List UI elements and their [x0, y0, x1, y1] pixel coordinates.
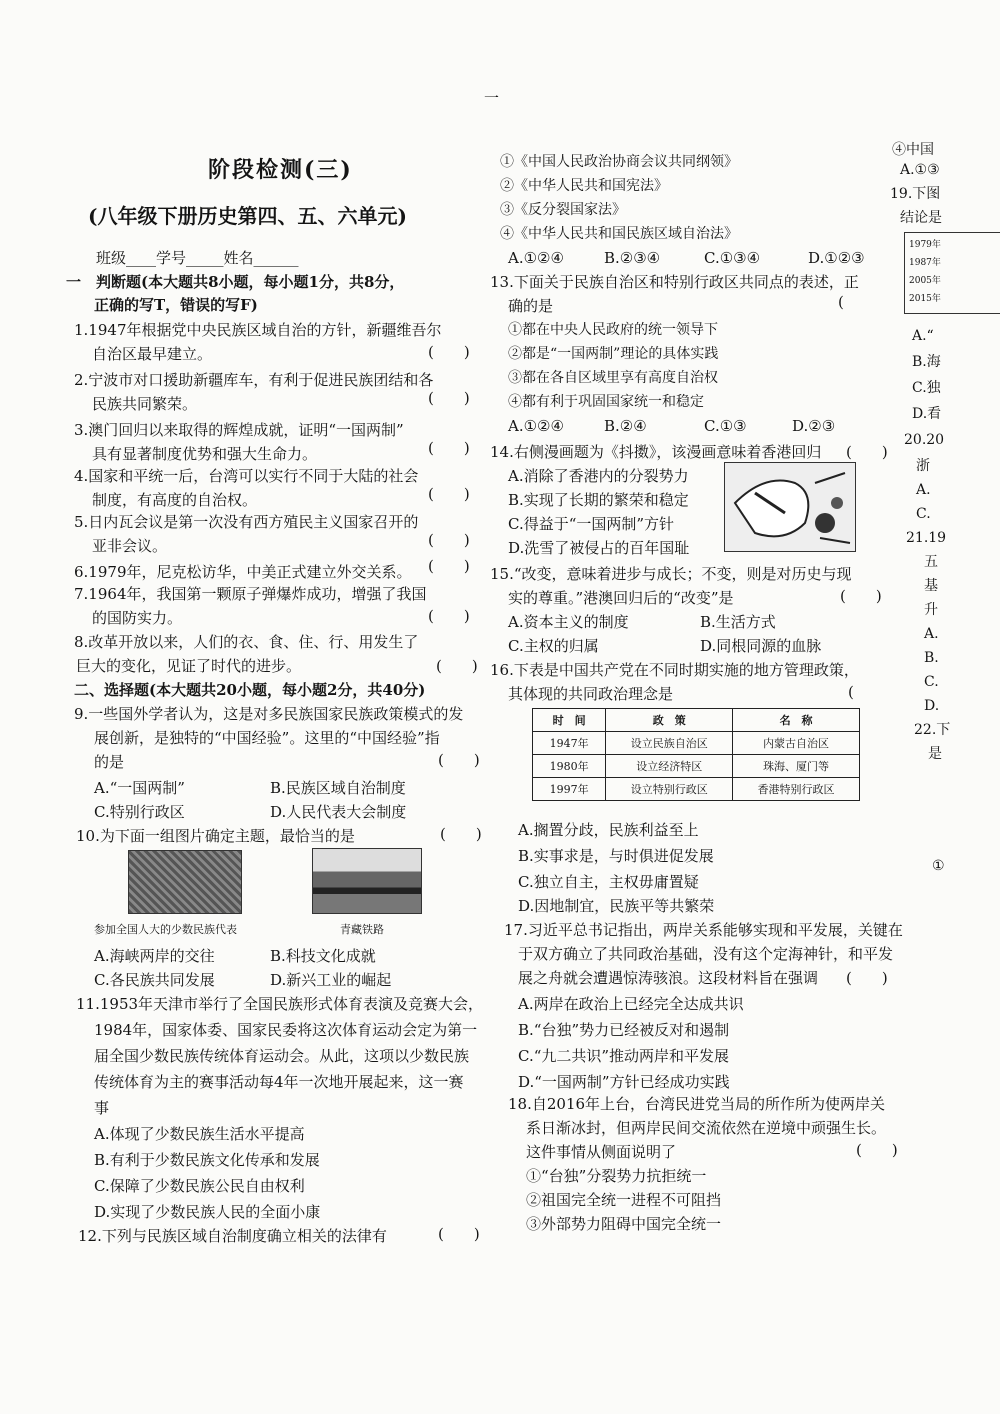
cutoff-text: C. — [916, 506, 931, 522]
cutoff-text: A.“ — [912, 328, 934, 344]
q12-option-c[interactable]: C.①③④ — [704, 249, 761, 267]
cutoff-text: A. — [924, 626, 939, 642]
q13-item-4: ④都有利于巩固国家统一和稳定 — [508, 394, 704, 410]
answer-blank-q17[interactable]: ( ) — [846, 969, 888, 987]
question-3-line-1: 3.澳门回归以来取得的辉煌成就，证明“一国两制” — [74, 421, 404, 439]
answer-blank-q9[interactable]: ( ) — [438, 751, 480, 769]
question-1-line-2: 自治区最早建立。 — [92, 345, 213, 363]
question-17-line-1: 17.习近平总书记指出，两岸关系能够实现和平发展，关键在 — [504, 921, 903, 939]
question-7-line-1: 7.1964年，我国第一颗原子弹爆炸成功，增强了我国 — [74, 585, 427, 603]
table-cell: 设立民族自治区 — [606, 732, 733, 755]
q10-option-a[interactable]: A.海峡两岸的交往 — [94, 947, 215, 965]
table-cell: 设立经济特区 — [606, 755, 733, 778]
question-16-line-1: 16.下表是中国共产党在不同时期实施的地方管理政策， — [490, 661, 859, 679]
q16-option-c[interactable]: C.独立自主，主权毋庸置疑 — [518, 873, 699, 891]
question-8-line-2: 巨大的变化，见证了时代的进步。 — [76, 657, 302, 675]
table-header-policy: 政 策 — [606, 709, 733, 732]
table-row — [533, 732, 860, 755]
table-cell: 内蒙古自治区 — [733, 732, 860, 755]
q13-item-1: ①都在中央人民政府的统一领导下 — [508, 322, 718, 338]
q12-option-d[interactable]: D.①②③ — [808, 249, 865, 267]
answer-blank-q15[interactable]: ( ) — [840, 587, 882, 605]
cutoff-text: ① — [932, 858, 945, 874]
ethnic-deputies-photo — [128, 850, 242, 914]
q11-option-b[interactable]: B.有利于少数民族文化传承和发展 — [94, 1151, 320, 1169]
question-16-line-2: 其体现的共同政治理念是 — [508, 685, 674, 703]
cutoff-text: A. — [916, 482, 931, 498]
question-4-line-2: 制度，有高度的自治权。 — [92, 491, 258, 509]
question-2-line-1: 2.宁波市对口援助新疆库车，有利于促进民族团结和各 — [74, 371, 434, 389]
photo-caption-2: 青藏铁路 — [340, 923, 384, 936]
question-2-line-2: 民族共同繁荣。 — [92, 395, 198, 413]
q17-option-d[interactable]: D.“一国两制”方针已经成功实践 — [518, 1073, 730, 1091]
question-14-line-1: 14.右侧漫画题为《抖擞》，该漫画意味着香港回归 — [490, 443, 822, 461]
question-9-line-1: 9.一些国外学者认为，这是对多民族国家民族政策模式的发 — [74, 705, 464, 723]
cutoff-text: 20.20 — [904, 432, 945, 448]
table-row — [533, 778, 860, 801]
q17-option-c[interactable]: C.“九二共识”推动两岸和平发展 — [518, 1047, 730, 1065]
q17-option-a[interactable]: A.两岸在政治上已经完全达成共识 — [518, 995, 744, 1013]
question-5-line-1: 5.日内瓦会议是第一次没有西方殖民主义国家召开的 — [74, 513, 419, 531]
cutoff-text: C.独 — [912, 380, 941, 396]
q11-option-c[interactable]: C.保障了少数民族公民自由权利 — [94, 1177, 305, 1195]
q15-option-b[interactable]: B.生活方式 — [700, 613, 776, 631]
cutoff-text: D.看 — [912, 406, 942, 422]
q10-option-c[interactable]: C.各民族共同发展 — [94, 971, 215, 989]
q13-option-a[interactable]: A.①②④ — [508, 417, 564, 435]
cutoff-text: 五 — [924, 554, 938, 570]
question-18-line-1: 18.自2016年上台，台湾民进党当局的所作所为使两岸关 — [508, 1095, 886, 1113]
q12-item-2: ②《中华人民共和国宪法》 — [500, 178, 668, 194]
question-3-line-2: 具有显著制度优势和强大生命力。 — [92, 445, 318, 463]
answer-blank-q18[interactable]: ( ) — [856, 1141, 898, 1159]
q11-option-d[interactable]: D.实现了少数民族人民的全面小康 — [94, 1203, 321, 1221]
q15-option-c[interactable]: C.主权的归属 — [508, 637, 599, 655]
q16-option-d[interactable]: D.因地制宜，民族平等共繁荣 — [518, 897, 715, 915]
cutoff-text: D. — [924, 698, 940, 714]
cutoff-text: 升 — [924, 602, 938, 618]
question-8-line-1: 8.改革开放以来，人们的衣、食、住、行、用发生了 — [74, 633, 419, 651]
q10-option-d[interactable]: D.新兴工业的崛起 — [270, 971, 392, 989]
question-17-line-3: 展之舟就会遭遇惊涛骇浪。这段材料旨在强调 — [518, 969, 819, 987]
table-cell: 设立特别行政区 — [606, 778, 733, 801]
question-13-line-2: 确的是 — [508, 297, 554, 315]
answer-blank-q1[interactable]: ( ) — [428, 343, 470, 361]
cutoff-text: 21.19 — [906, 530, 947, 546]
page-subtitle: (八年级下册历史第四、五、六单元) — [88, 204, 407, 228]
answer-blank-q8[interactable]: ( ) — [436, 657, 478, 675]
q16-option-a[interactable]: A.搁置分歧，民族利益至上 — [518, 821, 699, 839]
question-6-line-1: 6.1979年，尼克松访华，中美正式建立外交关系。 — [74, 563, 412, 581]
question-15-line-2: 实的尊重。”港澳回归后的“改变”是 — [508, 589, 734, 607]
answer-blank-q14[interactable]: ( ) — [846, 443, 888, 461]
q9-option-c[interactable]: C.特别行政区 — [94, 803, 185, 821]
table-header-time: 时 间 — [533, 709, 606, 732]
cutoff-text: 22.下 — [914, 722, 951, 738]
section-1-heading: 一 判断题(本大题共8小题，每小题1分，共8分， — [66, 273, 405, 291]
question-7-line-2: 的国防实力。 — [92, 609, 183, 627]
question-11-line-1: 11.1953年天津市举行了全国民族形式体育表演及竞赛大会， — [76, 995, 484, 1013]
question-11-line-5: 事 — [94, 1099, 110, 1117]
q13-item-2: ②都是“一国两制”理论的具体实践 — [508, 346, 719, 362]
answer-blank-q10[interactable]: ( ) — [440, 825, 482, 843]
q16-option-b[interactable]: B.实事求是，与时俱进促发展 — [518, 847, 714, 865]
q13-option-c[interactable]: C.①③ — [704, 417, 747, 435]
q15-option-a[interactable]: A.资本主义的制度 — [508, 613, 629, 631]
q12-item-4: ④《中华人民共和国民族区域自治法》 — [500, 226, 738, 242]
q13-option-d[interactable]: D.②③ — [792, 417, 836, 435]
answer-blank-q16[interactable]: ( — [848, 683, 854, 701]
question-1-line-1: 1.1947年根据党中央民族区域自治的方针，新疆维吾尔 — [74, 321, 442, 339]
question-17-line-2: 于双方确立了共同政治基础，没有这个定海神针，和平发 — [518, 945, 894, 963]
question-10-line-1: 10.为下面一组图片确定主题，最恰当的是 — [76, 827, 355, 845]
q18-item-1: ①“台独”分裂势力抗拒统一 — [526, 1167, 707, 1185]
qinghai-tibet-railway-photo — [312, 848, 422, 914]
cutoff-text: 浙 — [916, 458, 930, 474]
q18-item-2: ②祖国完全统一进程不可阻挡 — [526, 1191, 722, 1209]
cutoff-year: 1979年 — [909, 240, 941, 250]
answer-blank-q5[interactable]: ( ) — [428, 531, 470, 549]
cutoff-year: 1987年 — [909, 258, 941, 268]
question-9-line-3: 的是 — [94, 753, 125, 771]
q12-item-1: ①《中国人民政治协商会议共同纲领》 — [500, 154, 738, 170]
q18-item-3: ③外部势力阻碍中国完全统一 — [526, 1215, 722, 1233]
page-title: 阶段检测(三) — [208, 157, 353, 183]
answer-blank-q3[interactable]: ( ) — [428, 439, 470, 457]
table-cell: 1980年 — [533, 755, 606, 778]
q14-option-c[interactable]: C.得益于“一国两制”方针 — [508, 515, 675, 533]
cutoff-text: A.①③ — [900, 162, 940, 178]
question-15-line-1: 15.“改变，意味着进步与成长；不变，则是对历史与现 — [490, 565, 852, 583]
cutoff-text: C. — [924, 674, 939, 690]
q14-option-b[interactable]: B.实现了长期的繁荣和稳定 — [508, 491, 689, 509]
header-mark: 一 — [484, 89, 500, 107]
question-4-line-1: 4.国家和平统一后，台湾可以实行不同于大陆的社会 — [74, 467, 419, 485]
cutoff-year: 2005年 — [909, 276, 941, 286]
class-name-line: 班级____学号_____姓名______ — [96, 249, 299, 267]
q13-option-b[interactable]: B.②④ — [604, 417, 647, 435]
q12-item-3: ③《反分裂国家法》 — [500, 202, 626, 218]
cutoff-text: 结论是 — [900, 210, 942, 226]
table-header-name: 名 称 — [733, 709, 860, 732]
cutoff-text: ④中国 — [892, 142, 934, 158]
question-11-line-2: 1984年，国家体委、国家民委将这次体育运动会定为第一 — [94, 1021, 478, 1039]
q11-option-a[interactable]: A.体现了少数民族生活水平提高 — [94, 1125, 305, 1143]
section-1-instruction: 正确的写T，错误的写F) — [94, 296, 258, 314]
answer-blank-q6[interactable]: ( ) — [428, 557, 470, 575]
cutoff-year: 2015年 — [909, 294, 941, 304]
q9-option-d[interactable]: D.人民代表大会制度 — [270, 803, 407, 821]
question-18-line-2: 系日渐冰封，但两岸民间交流依然在逆境中顽强生长。 — [526, 1119, 887, 1137]
q14-option-d[interactable]: D.洗雪了被侵占的百年国耻 — [508, 539, 690, 557]
q15-option-d[interactable]: D.同根同源的血脉 — [700, 637, 822, 655]
cutoff-timeline-box — [904, 232, 1000, 314]
section-2-heading: 二、选择题(本大题共20小题，每小题2分，共40分) — [74, 681, 426, 699]
q17-option-b[interactable]: B.“台独”势力已经被反对和遏制 — [518, 1021, 730, 1039]
table-cell: 1947年 — [533, 732, 606, 755]
question-5-line-2: 亚非会议。 — [92, 537, 168, 555]
q12-option-b[interactable]: B.②③④ — [604, 249, 661, 267]
cutoff-text: 基 — [924, 578, 938, 594]
question-18-line-3: 这件事情从侧面说明了 — [526, 1143, 677, 1161]
question-11-line-3: 届全国少数民族传统体育运动会。从此，这项以少数民族 — [94, 1047, 470, 1065]
answer-blank-q7[interactable]: ( ) — [428, 607, 470, 625]
q10-option-b[interactable]: B.科技文化成就 — [270, 947, 376, 965]
question-12-line-1: 12.下列与民族区域自治制度确立相关的法律有 — [78, 1227, 387, 1245]
q13-item-3: ③都在各自区域里享有高度自治权 — [508, 370, 718, 386]
q14-option-a[interactable]: A.消除了香港内的分裂势力 — [508, 467, 689, 485]
policy-table — [532, 708, 860, 801]
q9-option-b[interactable]: B.民族区域自治制度 — [270, 779, 406, 797]
question-9-line-2: 展创新，是独特的“中国经验”。这里的“中国经验”指 — [94, 729, 440, 747]
answer-blank-q12[interactable]: ( ) — [438, 1225, 480, 1243]
cutoff-text: B. — [924, 650, 939, 666]
question-11-line-4: 传统体育为主的赛事活动每4年一次地开展起来，这一赛 — [94, 1073, 464, 1091]
table-cell: 1997年 — [533, 778, 606, 801]
answer-blank-q4[interactable]: ( ) — [428, 485, 470, 503]
cutoff-text: 19.下图 — [890, 186, 941, 202]
answer-blank-q2[interactable]: ( ) — [428, 389, 470, 407]
table-cell: 珠海、厦门等 — [733, 755, 860, 778]
cutoff-text: B.海 — [912, 354, 941, 370]
q12-option-a[interactable]: A.①②④ — [508, 249, 564, 267]
q9-option-a[interactable]: A.“一国两制” — [94, 779, 185, 797]
table-cell: 香港特别行政区 — [733, 778, 860, 801]
hong-kong-cartoon — [724, 462, 856, 552]
answer-blank-q13[interactable]: ( — [838, 293, 844, 311]
photo-caption-1: 参加全国人大的少数民族代表 — [94, 923, 237, 936]
table-row — [533, 755, 860, 778]
cutoff-text: 是 — [928, 746, 942, 762]
question-13-line-1: 13.下面关于民族自治区和特别行政区共同点的表述，正 — [490, 273, 859, 291]
